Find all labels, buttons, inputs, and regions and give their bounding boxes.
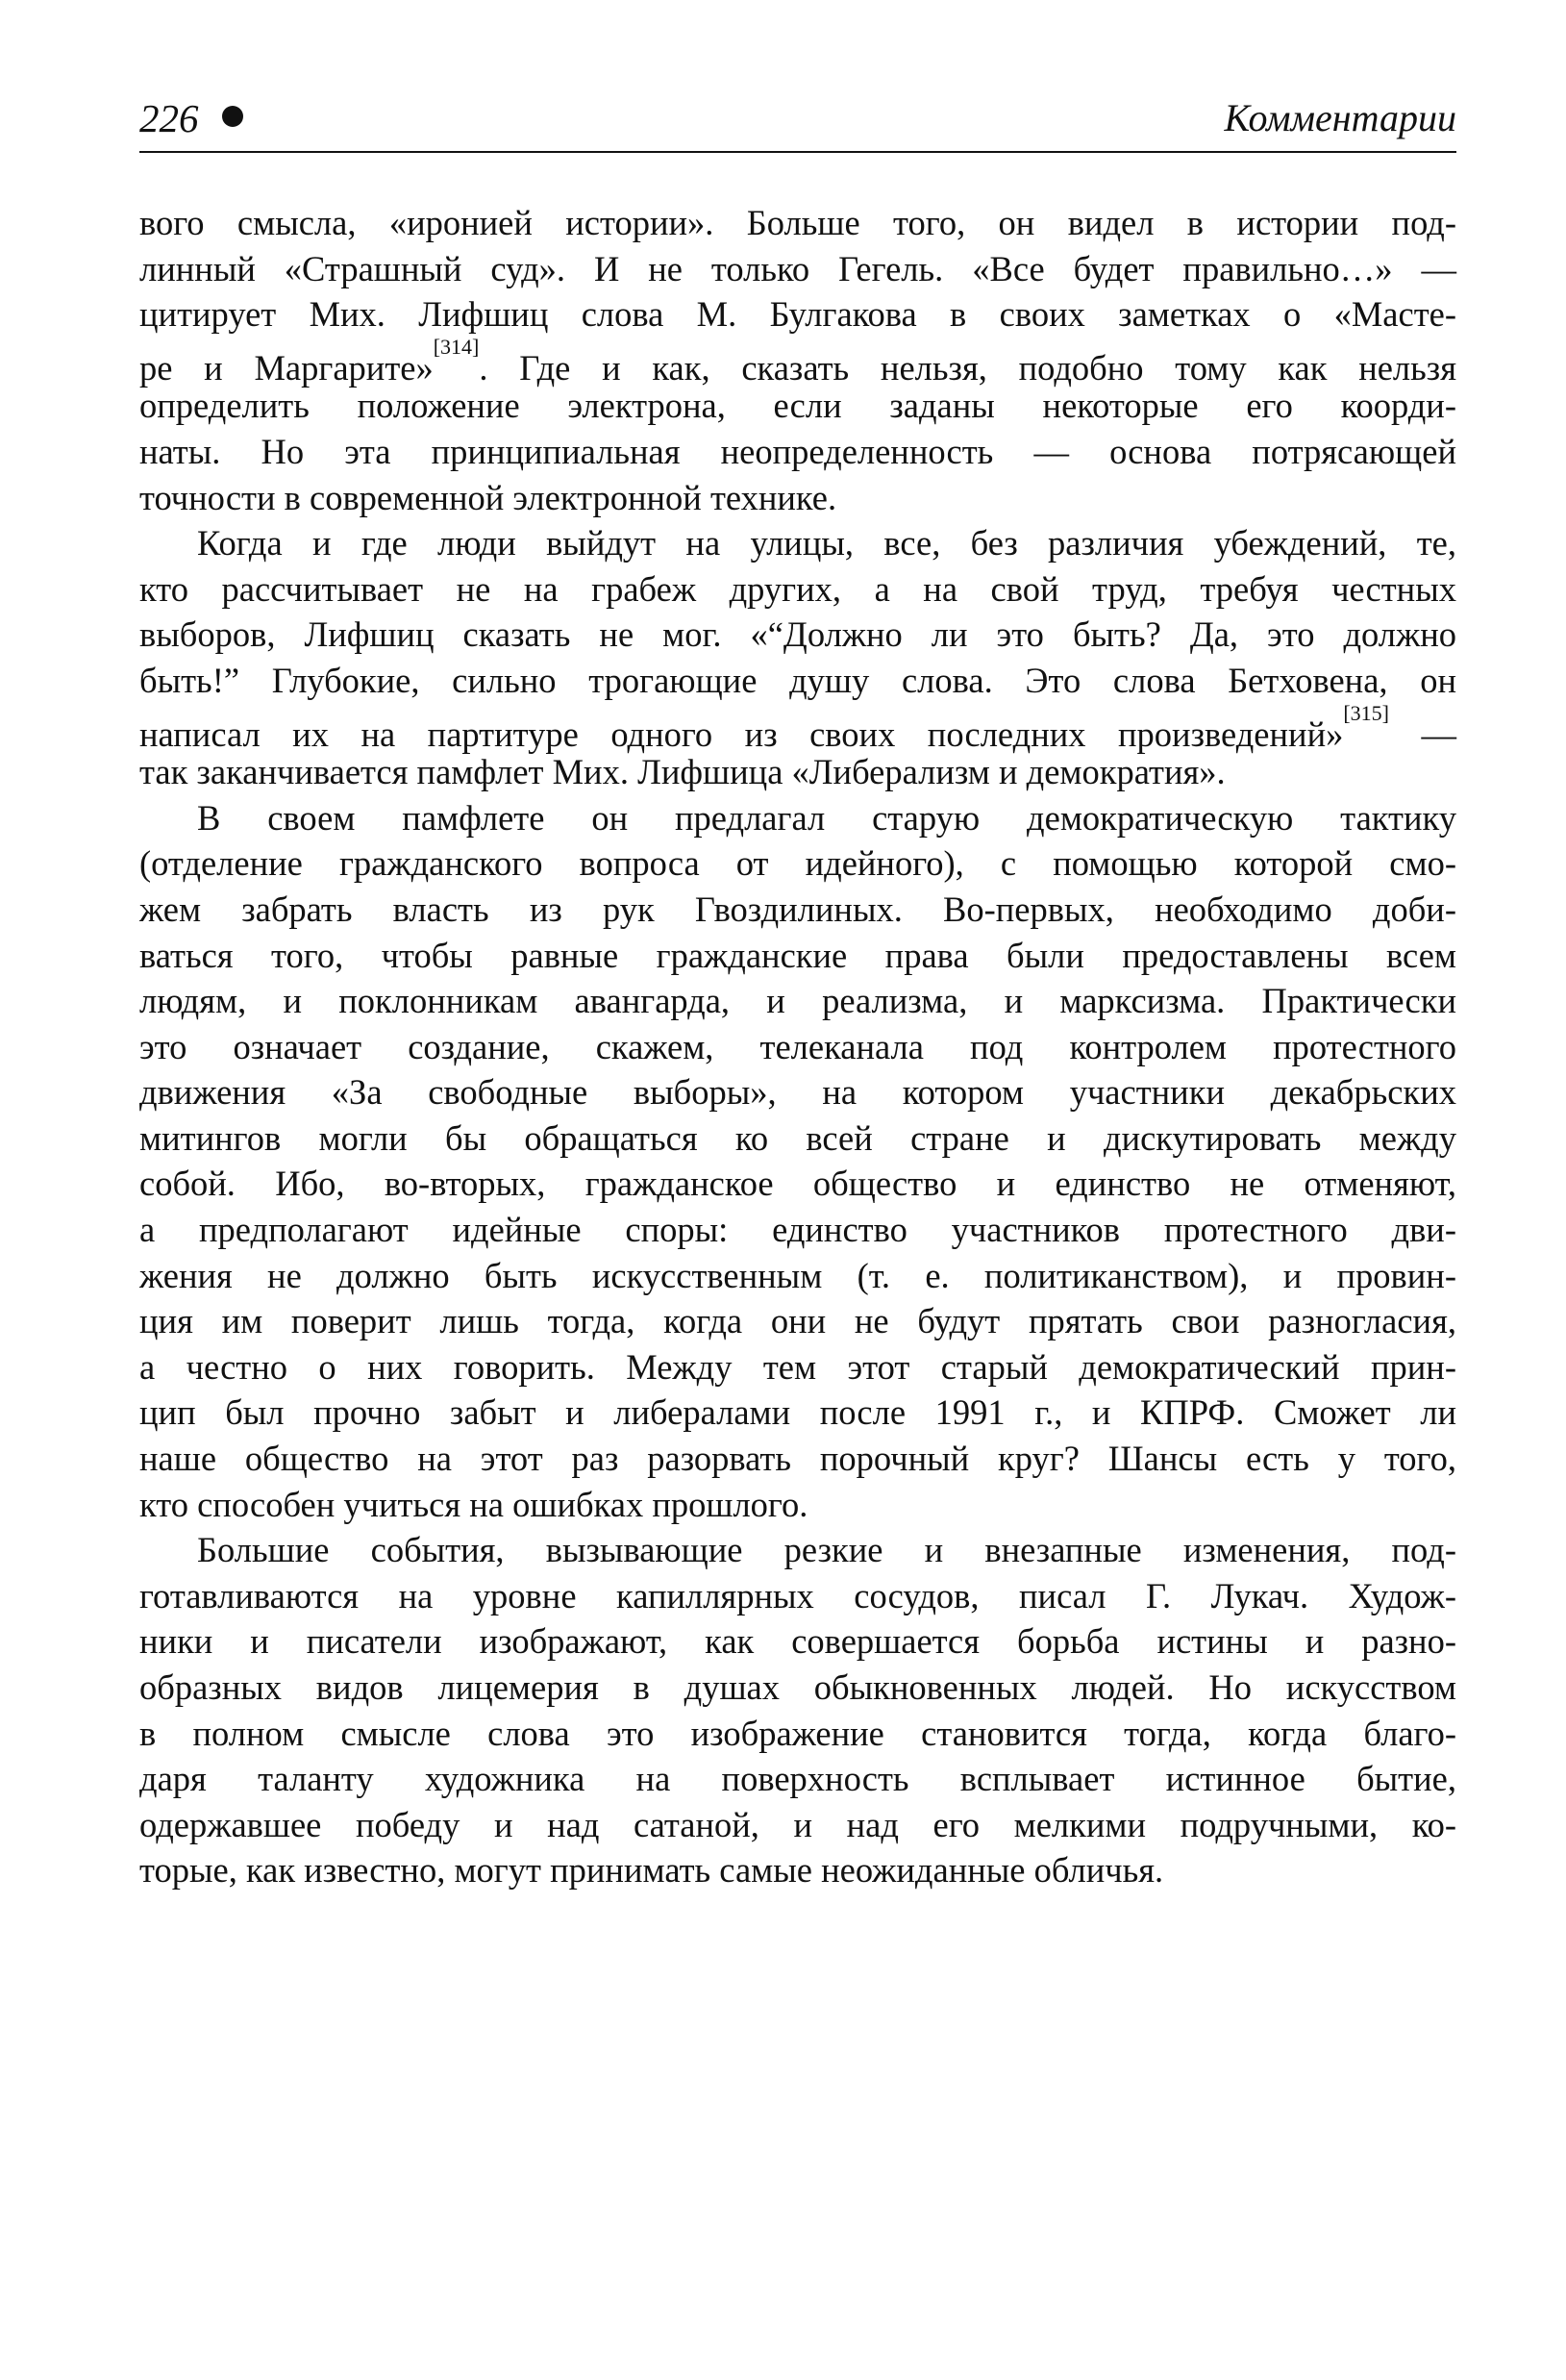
header-bullet-icon <box>222 106 243 127</box>
footnote-reference: [315] <box>1343 700 1390 725</box>
text-line: определить положение электрона, если заданы некоторые его коорди- <box>139 386 1456 426</box>
text-line <box>139 334 1456 388</box>
text-line: а предполагают идейные споры: единство участников протестного дви- <box>139 1210 1456 1250</box>
text-line: людям, и поклонникам авангарда, и реализма, и марксизма. Практически <box>139 981 1456 1021</box>
text-line: в полном смысле слова это изображение становится тогда, когда благо- <box>139 1713 1456 1753</box>
running-head: Комментарии <box>1224 96 1456 139</box>
text-line: это означает создание, скажем, телеканала под контролем протестного <box>139 1026 1456 1066</box>
text-line: митингов могли бы обращаться ко всей стране и дискутировать между <box>139 1117 1456 1158</box>
text-line: линный «Страшный суд». И не только Гегель. «Все будет правильно…» — <box>139 248 1456 288</box>
text-fragment: . Где и как, сказать нельзя, подобно тому как нельзя <box>479 347 1456 388</box>
text-line: образных видов лицемерия в душах обыкновенных людей. Но искусством <box>139 1667 1456 1707</box>
text-line: быть!” Глубокие, сильно трогающие душу слова. Это слова Бетховена, он <box>139 660 1456 700</box>
text-line: даря таланту художника на поверхность всплывает истинное бытие, <box>139 1759 1456 1799</box>
text-line: цип был прочно забыт и либералами после 1991 г., и КПРФ. Сможет ли <box>139 1392 1456 1433</box>
text-line: Большие события, вызывающие резкие и внезапные изменения, под- <box>197 1530 1456 1570</box>
text-line: вого смысла, «иронией истории». Больше того, он видел в истории под- <box>139 203 1456 242</box>
text-line: жения не должно быть искусственным (т. е. политиканством), и провин- <box>139 1255 1456 1295</box>
text-line: жем забрать власть из рук Гвоздилиных. Во-первых, необходимо доби- <box>139 889 1456 929</box>
text-line: торые, как известно, могут принимать самые неожиданные обличья. <box>139 1850 1164 1891</box>
text-line: (отделение гражданского вопроса от идейного), с помощью которой смо- <box>139 843 1456 884</box>
text-line: ваться того, чтобы равные гражданские права были предоставлены всем <box>139 935 1456 975</box>
text-line: движения «За свободные выборы», на котором участники декабрьских <box>139 1072 1456 1113</box>
text-line: наше общество на этот раз разорвать порочный круг? Шансы есть у того, <box>139 1439 1456 1479</box>
text-line <box>139 700 1457 754</box>
body-text <box>139 200 1456 1893</box>
text-fragment: ре и Маргарите» <box>139 347 434 388</box>
page-header <box>139 91 1456 153</box>
text-line: готавливаются на уровне капиллярных сосудов, писал Г. Лукач. Худож- <box>139 1575 1456 1616</box>
text-line: ники и писатели изображают, как совершается борьба истины и разно- <box>139 1621 1456 1662</box>
text-fragment: написал их на партитуре одного из своих последних произведений» <box>139 714 1344 754</box>
text-fragment: — <box>1389 714 1457 754</box>
text-line: кто способен учиться на ошибках прошлого. <box>139 1484 808 1524</box>
text-line: точности в современной электронной технике. <box>139 477 837 517</box>
text-line: Когда и где люди выйдут на улицы, все, без различия убеждений, те, <box>197 523 1456 564</box>
page-number: 226 <box>139 96 199 140</box>
text-line: В своем памфлете он предлагал старую демократическую тактику <box>197 797 1456 838</box>
text-line: выборов, Лифшиц сказать не мог. «“Должно ли это быть? Да, это должно <box>139 614 1456 655</box>
text-line: собой. Ибо, во-вторых, гражданское общество и единство не отменяют, <box>139 1164 1456 1204</box>
text-line: ция им поверит лишь тогда, когда они не будут прятать свои разногласия, <box>139 1301 1456 1341</box>
text-line: так заканчивается памфлет Мих. Лифшица «Либерализм и демократия». <box>139 752 1226 792</box>
text-line: наты. Но эта принципиальная неопределенность — основа потрясающей <box>139 431 1456 471</box>
text-line: кто рассчитывает не на грабеж других, а на свой труд, требуя честных <box>139 568 1456 609</box>
text-line: а честно о них говорить. Между тем этот старый демократический прин- <box>139 1346 1456 1387</box>
text-line: одержавшее победу и над сатаной, и над его мелкими подручными, ко- <box>139 1804 1456 1844</box>
footnote-reference: [314] <box>433 334 480 359</box>
text-line: цитирует Мих. Лифшиц слова М. Булгакова в своих заметках о «Масте- <box>139 294 1456 335</box>
